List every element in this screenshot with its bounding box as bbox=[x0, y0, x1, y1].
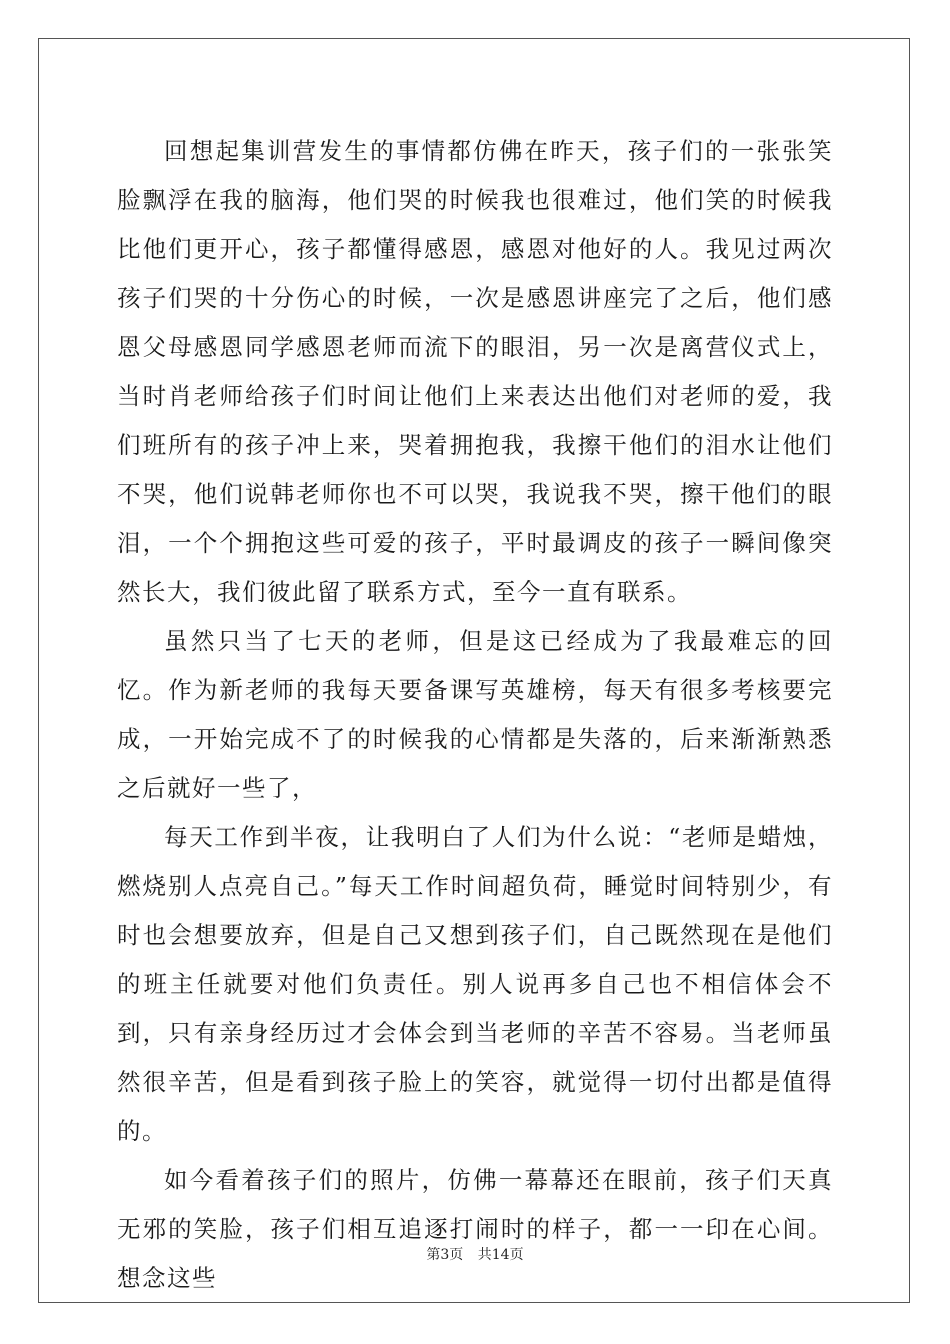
paragraph: 虽然只当了七天的老师，但是这已经成为了我最难忘的回忆。作为新老师的我每天要备课写英雄榜，每天有很多考核要完成，一开始完成不了的时候我的心情都是失落的，后来渐渐熟悉之后就好一些了， bbox=[117, 627, 833, 802]
paragraph: 每天工作到半夜，让我明白了人们为什么说：“老师是蜡烛，燃烧别人点亮自己。”每天工作时间超负荷，睡觉时间特别少，有时也会想要放弃，但是自己又想到孩子们，自己既然现在是他们的班主任就要对他们负责任。别人说再多自己也不相信体会不到，只有亲身经历过才会体会到当老师的辛苦不容易。当老师虽然很辛苦，但是看到孩子脸上的笑容，就觉得一切付出都是值得的。 bbox=[117, 823, 833, 1145]
paragraph: 回想起集训营发生的事情都仿佛在昨天，孩子们的一张张笑脸飘浮在我的脑海，他们哭的时候我也很难过，他们笑的时候我比他们更开心，孩子都懂得感恩，感恩对他好的人。我见过两次孩子们哭的十分伤心的时候，一次是感恩讲座完了之后，他们感恩父母感恩同学感恩老师而流下的眼泪，另一次是离营仪式上，当时肖老师给孩子们时间让他们上来表达出他们对老师的爱，我们班所有的孩子冲上来，哭着拥抱我，我擦干他们的泪水让他们不哭，他们说韩老师你也不可以哭，我说我不哭，擦干他们的眼泪，一个个拥抱这些可爱的孩子，平时最调皮的孩子一瞬间像突然长大，我们彼此留了联系方式，至今一直有联系。 bbox=[117, 137, 833, 606]
paragraph: 如今看着孩子们的照片，仿佛一幕幕还在眼前，孩子们天真无邪的笑脸，孩子们相互追逐打闹时的样子，都一一印在心间。想念这些 bbox=[117, 1166, 833, 1292]
page-number: 第3页 bbox=[426, 1247, 464, 1263]
page-total: 共14页 bbox=[477, 1247, 524, 1263]
page-footer bbox=[0, 1245, 950, 1265]
document-body bbox=[117, 127, 833, 1303]
